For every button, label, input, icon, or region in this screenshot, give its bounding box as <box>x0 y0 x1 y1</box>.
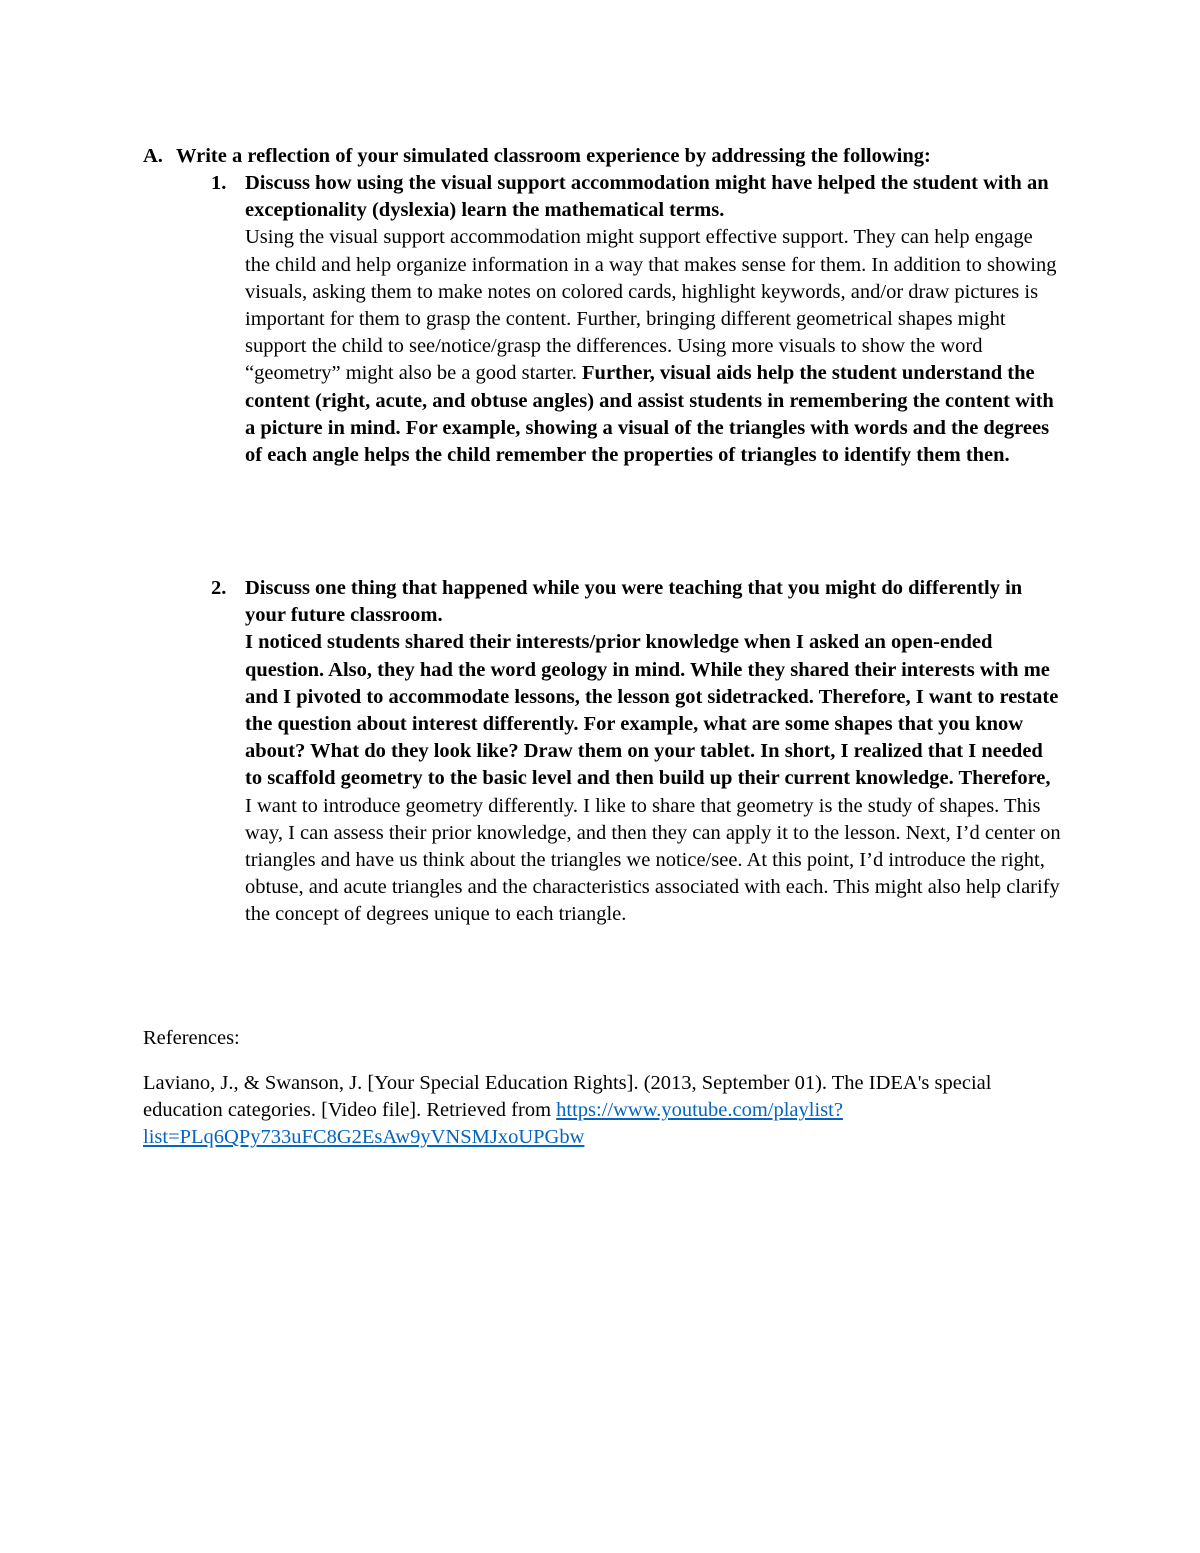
list-item-2-number: 2. <box>211 577 227 599</box>
section-a-marker: A. <box>143 145 163 167</box>
list-item-2-body <box>245 575 1061 929</box>
list-item-1-number: 1. <box>211 172 227 194</box>
answer-2-regular: I want to introduce geometry differently. I like to share that geometry is the study of shapes. This way, I can assess their prior knowledge, and then they can apply it to the lesson. Next, I’d center on triangles and have us think about the triangles we notice/see. At this point, I’d introduce the right, obtuse, and acute triangles and the characteristics associated with each. This might also help clarify the concept of degrees unique to each triangle. <box>245 794 1061 926</box>
references-heading: References: <box>143 1027 240 1049</box>
answer-1-regular: Using the visual support accommodation might support effective support. They can help engage the child and help organize information in a way that makes sense for them. In addition to showing visuals, asking them to make notes on colored cards, highlight keywords, and/or draw pictures is important for them to grasp the content. Further, bringing different geometrical shapes might support the child to see/notice/grasp the differences. Using more visuals to show the word “geometry” might also be a good starter. <box>245 226 1057 385</box>
answer-1-bold: Further, visual aids help the student understand the content (right, acute, and obtuse angles) and assist students in remembering the content with a picture in mind. For example, showing a visual of the triangles with words and the degrees of each angle helps the child remember the properties of triangles to identify them then. <box>245 362 1054 467</box>
reference-entry <box>143 1070 1043 1152</box>
reference-link[interactable]: https://www.youtube.com/playlist?list=PLq6QPy733uFC8G2EsAw9yVNSMJxoUPGbw <box>143 1099 843 1149</box>
list-item-1 <box>211 170 1061 469</box>
section-a-heading <box>143 143 1103 170</box>
reference-text: Laviano, J., & Swanson, J. [Your Special Education Rights]. (2013, September 01). The IDEA's special education categories. [Video file]. Retrieved from <box>143 1072 992 1122</box>
section-a-text: Write a reflection of your simulated classroom experience by addressing the following: <box>176 145 931 167</box>
list-item-2 <box>211 575 1061 929</box>
question-2: Discuss one thing that happened while you were teaching that you might do differently in your future classroom. <box>245 577 1023 627</box>
answer-2-bold: I noticed students shared their interests/prior knowledge when I asked an open-ended question. Also, they had the word geology in mind. While they shared their interests with me and I pivoted to accommodate lessons, the lesson got sidetracked. Therefore, I want to restate the question about interest differently. For example, what are some shapes that you know about? What do they look like? Draw them on your tablet. In short, I realized that I needed to scaffold geometry to the basic level and then build up their current knowledge. Therefore, <box>245 631 1059 790</box>
list-item-1-body <box>245 170 1061 469</box>
question-1: Discuss how using the visual support accommodation might have helped the student with an exceptionality (dyslexia) learn the mathematical terms. <box>245 172 1049 222</box>
